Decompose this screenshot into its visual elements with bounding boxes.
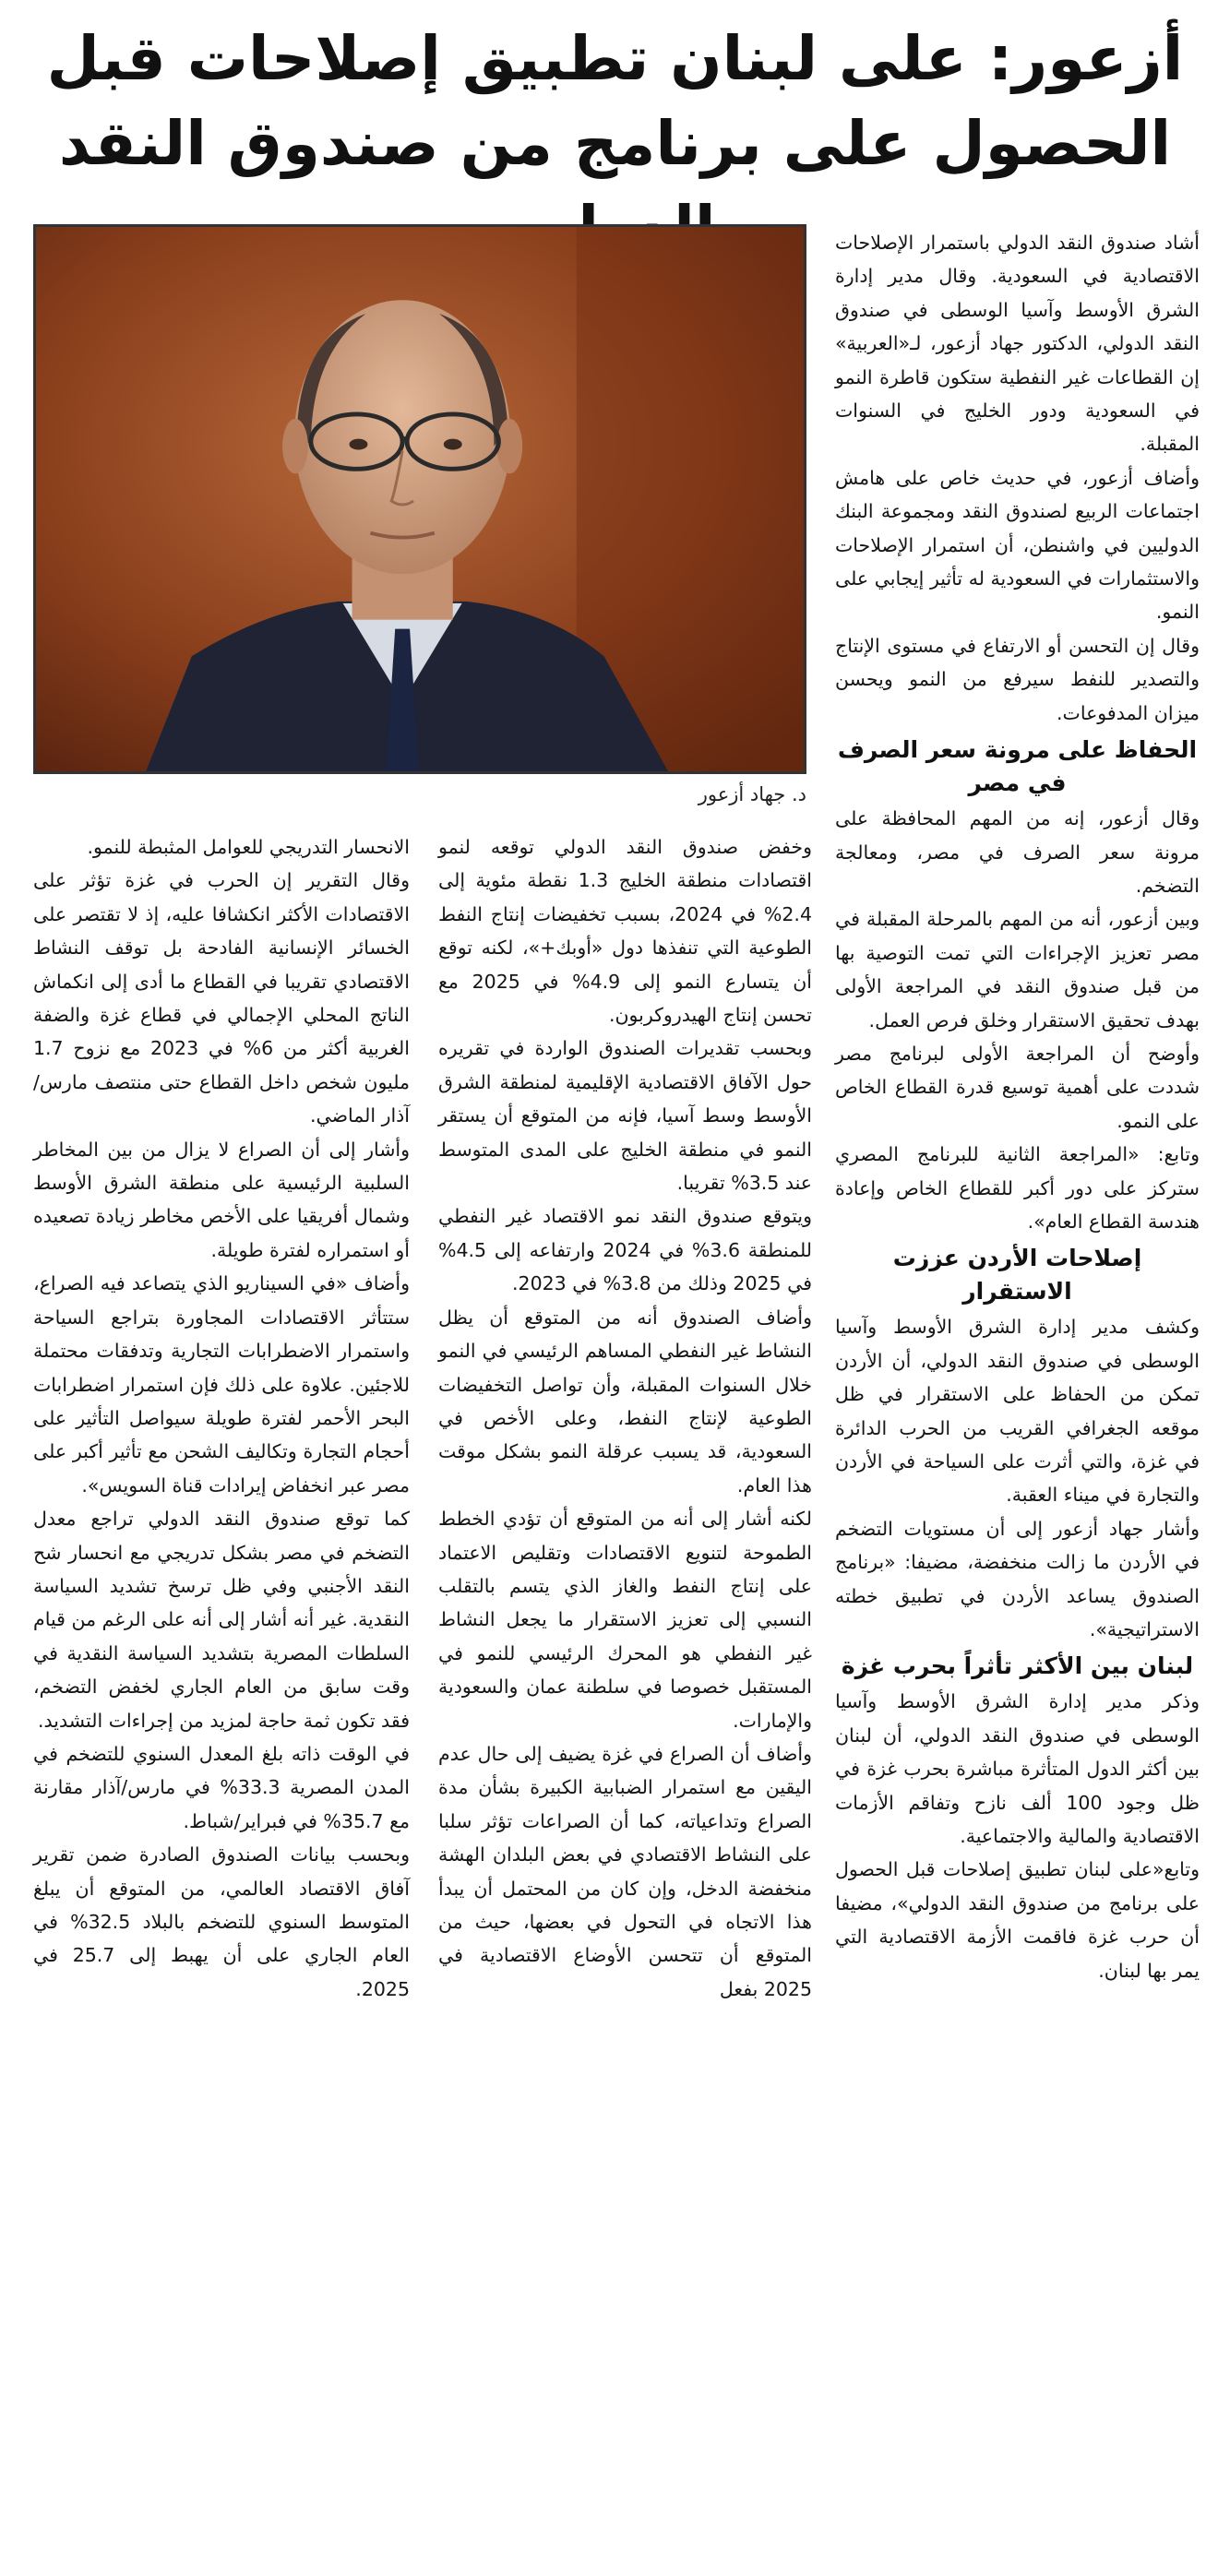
paragraph: وبحسب بيانات الصندوق الصادرة ضمن تقرير آفاق الاقتصاد العالمي، من المتوقع أن يبلغ المتوسط السنوي للتضخم بالبلاد 32.5% في العام الجاري على أن يهبط إلى 25.7 في 2025. bbox=[33, 1843, 411, 2000]
paragraph: وكشف مدير إدارة الشرق الأوسط وآسيا الوسطى في صندوق النقد الدولي، أن الأردن تمكن من الحفاظ على الاستقرار في ظل موقعه الجغرافي القريب من الحرب الدائرة في غزة، والتي أثرت على السياحة في الأردن والتجارة في ميناء العقبة. bbox=[835, 1316, 1200, 1507]
paragraph: ويتوقع صندوق النقد نمو الاقتصاد غير النفطي للمنطقة 3.6% في 2024 وارتفاعه إلى 4.5% في 2025 وذلك من 3.8% في 2023. bbox=[438, 1205, 812, 1295]
paragraph: وتابع: «المراجعة الثانية للبرنامج المصري ستركز على دور أكبر للقطاع الخاص وإعادة هندسة القطاع العام». bbox=[835, 1143, 1200, 1233]
subheading-lebanon: لبنان بين الأكثر تأثراً بحرب غزة bbox=[841, 1652, 1194, 1680]
paragraph: وأضاف الصندوق أنه من المتوقع أن يظل النشاط غير النفطي المساهم الرئيسي في النمو خلال السنوات المقبلة، وأن تواصل التخفيضات الطوعية لإنتاج النفط، وعلى الأخص في السعودية، قد يسبب عرقلة النمو بشكل موقت هذا العام. bbox=[438, 1306, 812, 1497]
paragraph: وخفض صندوق النقد الدولي توقعه لنمو اقتصادات منطقة الخليج 1.3 نقطة مئوية إلى 2.4% في 2024، بسبب تخفيضات إنتاج النفط الطوعية التي تنفذها دول «أوبك+»، لكنه توقع أن يتسارع النمو إلى 4.9% في 2025 مع تحسن إنتاج الهيدروكربون. bbox=[438, 836, 812, 1027]
paragraph: لكنه أشار إلى أنه من المتوقع أن تؤدي الخطط الطموحة لتنويع الاقتصادات وتقليص الاعتماد على إنتاج النفط والغاز الذي يتسم بالتقلب النسبي إلى تعزيز الاستقرار ما يجعل النشاط غير النفطي هو المحرك الرئيسي للنمو في المستقبل خصوصا في سلطنة عمان والسعودية والإمارات. bbox=[438, 1508, 812, 1732]
paragraph: وأشار جهاد أزعور إلى أن مستويات التضخم في الأردن ما زالت منخفضة، مضيفا: «برنامج الصندوق يساعد الأردن في تطبيق خطته الاستراتيجية». bbox=[835, 1517, 1200, 1641]
subheading-jordan: إصلاحات الأردن عززت الاستقرار bbox=[892, 1245, 1142, 1306]
portrait-illustration bbox=[36, 227, 804, 771]
paragraph: وقال أزعور، إنه من المهم المحافظة على مرونة سعر الصرف في مصر، ومعالجة التضخم. bbox=[835, 807, 1200, 897]
paragraph: وأوضح أن المراجعة الأولى لبرنامج مصر شددت على أهمية توسيع قدرة القطاع الخاص على النمو. bbox=[835, 1042, 1200, 1132]
paragraph: وذكر مدير إدارة الشرق الأوسط وآسيا الوسطى في صندوق النقد الدولي، أن لبنان بين أكثر الدول المتأثرة مباشرة بحرب غزة في ظل وجود 100 ألف نازح وتفاقم الأزمات الاقتصادية والمالية والاجتماعية. bbox=[835, 1690, 1200, 1848]
paragraph: وأشار إلى أن الصراع لا يزال من بين المخاطر السلبية الرئيسية على منطقة الشرق الأوسط وشمال أفريقيا على الأخص مخاطر زيادة تصعيده أو استمراره لفترة طويلة. bbox=[33, 1138, 410, 1261]
subheading-egypt: الحفاظ على مرونة سعر الصرف في مصر bbox=[837, 736, 1198, 797]
paragraph: وتابع«على لبنان تطبيق إصلاحات قبل الحصول على برنامج من صندوق النقد الدولي»، مضيفا أن حرب غزة فاقمت الأزمة الاقتصادية التي يمر بها لبنان. bbox=[835, 1858, 1200, 1982]
headline-line-1: أزعور: على لبنان تطبيق إصلاحات قبل bbox=[46, 23, 1184, 94]
photo-caption: د. جهاد أزعور bbox=[698, 783, 806, 805]
paragraph: أشاد صندوق النقد الدولي باستمرار الإصلاحات الاقتصادية في السعودية. وقال مدير إدارة الشرق الأوسط وآسيا الوسطى في صندوق النقد الدولي، الدكتور جهاد أزعور، لـ«العربية» إن القطاعات غير النفطية ستكون قاطرة النمو في السعودية ودور الخليج في السنوات المقبلة. bbox=[835, 232, 1200, 456]
paragraph: الانحسار التدريجي للعوامل المثبطة للنمو. bbox=[87, 836, 410, 858]
paragraph: وأضاف أزعور، في حديث خاص على هامش اجتماعات الربيع لصندوق النقد ومجموعة البنك الدوليين في واشنطن، أن استمرار الإصلاحات والاستثمارات في السعودية له تأثير إيجابي على النمو. bbox=[835, 466, 1200, 624]
paragraph: وقال إن التحسن أو الارتفاع في مستوى الإنتاج والتصدير للنفط سيرفع من النمو ويحسن ميزان المدفوعات. bbox=[835, 634, 1200, 724]
paragraph: وبحسب تقديرات الصندوق الواردة في تقريره حول الآفاق الاقتصادية الإقليمية لمنطقة الشرق الأوسط وسط آسيا، فإنه من المتوقع أن يستقر النمو في منطقة الخليج على المدى المتوسط عند 3.5% تقريبا. bbox=[438, 1037, 812, 1195]
article-column-right bbox=[835, 226, 1200, 2570]
paragraph: في الوقت ذاته بلغ المعدل السنوي للتضخم في المدن المصرية 33.3% في مارس/آذار مقارنة مع 35.7% في فبراير/شباط. bbox=[33, 1742, 410, 1832]
paragraph: وقال التقرير إن الحرب في غزة تؤثر على الاقتصادات الأكثر انكشافا عليه، إذ لا تقتصر على الخسائر الإنسانية الفادحة بل توقف النشاط الاقتصادي تقريبا في القطاع ما أدى إلى انكماش الناتج المحلي الإجمالي في قطاع غزة والضفة الغربية أكثر من 6% في 2023 مع نزوح 1.7 مليون شخص داخل القطاع حتى منتصف مارس/آذار الماضي. bbox=[33, 869, 410, 1127]
paragraph: وبين أزعور، أنه من المهم بالمرحلة المقبلة في مصر تعزيز الإجراءات التي تمت التوصية بها من قبل صندوق النقد في المراجعة الأولى بهدف تحقيق الاستقرار وخلق فرص العمل. bbox=[835, 908, 1200, 1032]
portrait-photo bbox=[33, 224, 806, 774]
paragraph: كما توقع صندوق النقد الدولي تراجع معدل التضخم في مصر بشكل تدريجي مع انحسار شح النقد الأجنبي وفي ظل ترسخ تشديد السياسة النقدية. غير أنه أشار إلى أنه على الرغم من قيام السلطات المصرية بتشديد السياسة النقدية في وقت سابق من العام الجاري لخفض التضخم، فقد تكون ثمة حاجة لمزيد من إجراءات التشديد. bbox=[33, 1508, 410, 1732]
article-column-left bbox=[33, 830, 410, 2565]
headline-line-2: الحصول على برنامج من صندوق النقد bbox=[58, 108, 1172, 179]
article-column-middle bbox=[438, 830, 812, 2565]
paragraph: وأضاف أن الصراع في غزة يضيف إلى حال عدم اليقين مع استمرار الضبابية الكبيرة بشأن مدة الصراع وتداعياته، كما أن الصراعات تؤثر سلبا على النشاط الاقتصادي في بعض البلدان الهشة منخفضة الدخل، وإن كان من المحتمل أن يبدأ هذا الاتجاه في التحول في بعضها، حيث من المتوقع أن تتحسن الأوضاع الاقتصادية في 2025 بفعل bbox=[438, 1742, 812, 2000]
paragraph: وأضاف «في السيناريو الذي يتصاعد فيه الصراع، ستتأثر الاقتصادات المجاورة بتراجع السياحة واستمرار الاضطرابات التجارية وتدفقات محتملة للاجئين. علاوة على ذلك فإن استمرار اضطرابات البحر الأحمر لفترة طويلة سيواصل التأثير على أحجام التجارة وتكاليف الشحن مع تأثير أكبر على مصر عبر انخفاض إيرادات قناة السويس». bbox=[33, 1272, 410, 1497]
